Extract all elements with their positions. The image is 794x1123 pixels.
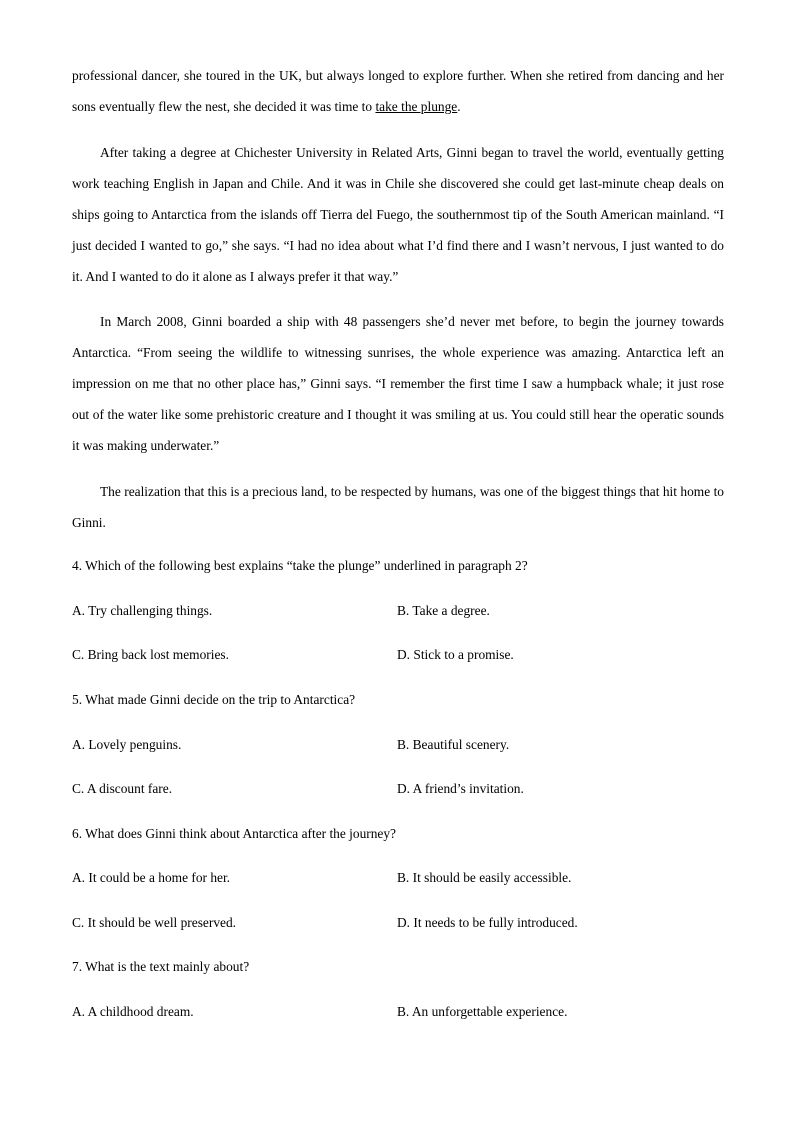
question-4-option-a: A. Try challenging things. <box>72 603 213 618</box>
question-6-option-c: C. It should be well preserved. <box>72 915 236 930</box>
question-5-stem: 5. What made Ginni decide on the trip to Antarctica? <box>72 692 356 707</box>
question-6-option-b: B. It should be easily accessible. <box>397 870 572 885</box>
question-4-option-d: D. Stick to a promise. <box>397 647 514 662</box>
question-7-options-row-1 <box>72 1002 724 1022</box>
question-6-option-a: A. It could be a home for her. <box>72 870 231 885</box>
question-6-options-row-1 <box>72 868 724 888</box>
question-7-option-b: B. An unforgettable experience. <box>397 1004 568 1019</box>
question-5-option-a: A. Lovely penguins. <box>72 737 182 752</box>
question-6-stem: 6. What does Ginni think about Antarctica after the journey? <box>72 826 397 841</box>
underlined-phrase: take the plunge <box>375 99 458 114</box>
question-6-option-d: D. It needs to be fully introduced. <box>397 915 578 930</box>
question-7-stem: 7. What is the text mainly about? <box>72 959 250 974</box>
question-7-option-a: A. A childhood dream. <box>72 1004 194 1019</box>
passage-paragraph-3: In March 2008, Ginni boarded a ship with 48 passengers she’d never met before, to begin the journey towards Antarctica. “From seeing the wildlife to witnessing sunrises, the whole experience was amazing. Antarctica left an impression on me that no other place has,” Ginni says. “I remember the first time I saw a humpback whale; it just rose out of the water like some prehistoric creature and I thought it was smiling at us. You could still hear the operatic sounds it was making underwater.” <box>72 314 724 453</box>
passage-paragraph-1 <box>72 60 724 122</box>
passage-paragraph-4: The realization that this is a precious land, to be respected by humans, was one of the biggest things that hit home to Ginni. <box>72 484 724 530</box>
question-4-option-c: C. Bring back lost memories. <box>72 647 229 662</box>
paragraph-1-text: professional dancer, she toured in the UK, but always longed to explore further. When she retired from dancing and her sons eventually flew the nest, she decided it was time to <box>72 68 724 114</box>
question-4-stem: 4. Which of the following best explains “take the plunge” underlined in paragraph 2? <box>72 558 528 573</box>
question-5-option-b: B. Beautiful scenery. <box>397 737 510 752</box>
question-5-option-d: D. A friend’s invitation. <box>397 781 524 796</box>
question-5-option-c: C. A discount fare. <box>72 781 173 796</box>
question-5-options-row-1 <box>72 735 724 755</box>
question-6-options-row-2 <box>72 913 724 933</box>
question-5-options-row-2 <box>72 779 724 799</box>
question-4-option-b: B. Take a degree. <box>397 603 490 618</box>
question-4-options-row-2 <box>72 645 724 665</box>
paragraph-1-end: . <box>457 99 461 114</box>
question-4-options-row-1 <box>72 601 724 621</box>
passage-paragraph-2: After taking a degree at Chichester University in Related Arts, Ginni began to travel the world, eventually getting work teaching English in Japan and Chile. And it was in Chile she discovered she could get last-minute cheap deals on ships going to Antarctica from the islands off Tierra del Fuego, the southernmost tip of the South American mainland. “I just decided I wanted to go,” she says. “I had no idea about what I’d find there and I wasn’t nervous, I just wanted to do it. And I wanted to do it alone as I always prefer it that way.” <box>72 145 724 284</box>
